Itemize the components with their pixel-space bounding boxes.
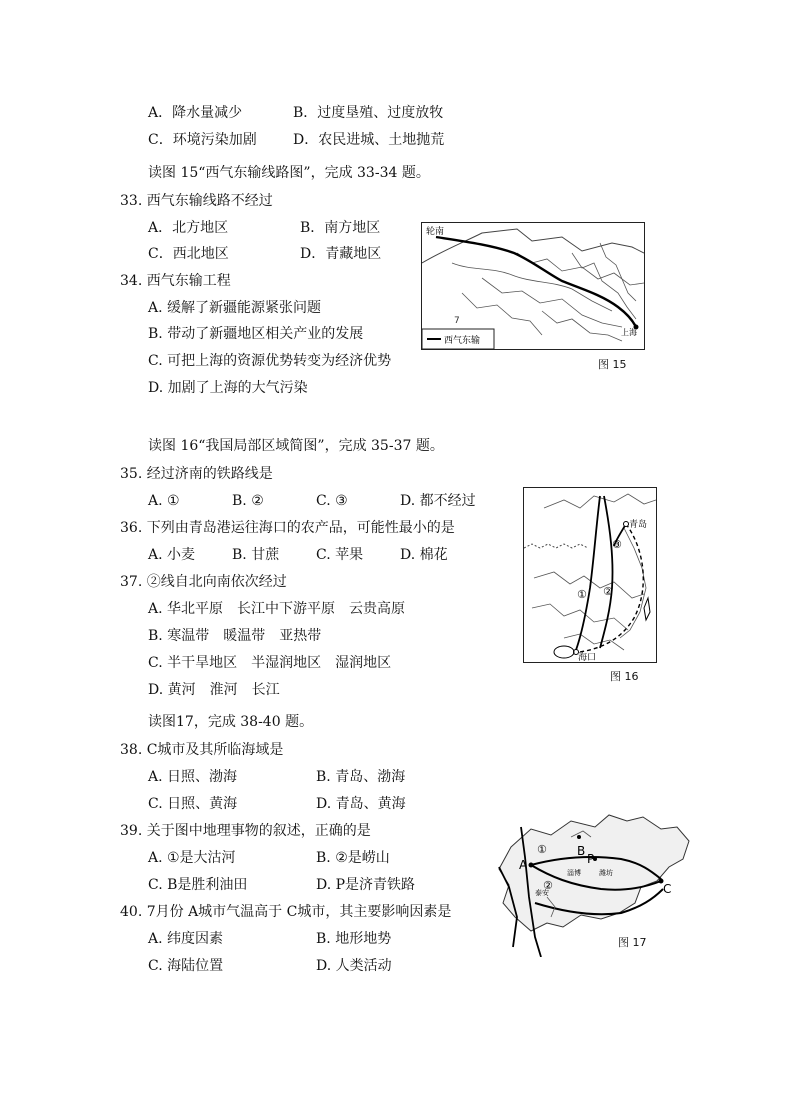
- marker-2: ②: [543, 879, 553, 892]
- q34-option-a: A. 缓解了新疆能源紧张问题: [148, 300, 322, 316]
- marker-line-1: ①: [577, 588, 587, 601]
- label-qingdao: 青岛: [629, 520, 648, 530]
- q33-stem: 33. 西气东输线路不经过: [120, 193, 273, 209]
- q36-option-d: D. 棉花: [400, 547, 448, 563]
- q39-option-b: B. ②是崂山: [316, 850, 390, 866]
- q38-option-c: C. 日照、黄海: [148, 796, 238, 812]
- q32-option-d: D．农民进城、土地抛荒: [293, 132, 445, 148]
- label-zibo: 淄博: [567, 869, 581, 877]
- label-lunnan: 轮南: [426, 227, 445, 237]
- label-shanghai: 上海: [621, 328, 637, 337]
- q36-stem: 36. 下列由青岛港运往海口的农产品，可能性最小的是: [120, 520, 455, 536]
- figure-16-caption: 图 16: [610, 670, 639, 683]
- figure-17-map: [490, 806, 692, 958]
- q37-option-c: C. 半干旱地区 半湿润地区 湿润地区: [148, 655, 392, 671]
- q32-option-b: B．过度垦殖、过度放牧: [293, 105, 444, 121]
- intro-fig15: 读图 15“西气东输线路图”，完成 33-34 题。: [148, 165, 430, 181]
- figure-16-map: [523, 487, 657, 663]
- label-city-A: A: [519, 858, 528, 872]
- q34-option-c: C. 可把上海的资源优势转变为经济优势: [148, 353, 392, 369]
- q34-option-d: D. 加剧了上海的大气污染: [148, 380, 308, 396]
- q36-option-c: C. 苹果: [316, 547, 364, 563]
- q38-option-d: D. 青岛、黄海: [316, 796, 406, 812]
- intro-fig16: 读图 16“我国局部区域简图”，完成 35-37 题。: [148, 438, 444, 454]
- q39-stem: 39. 关于图中地理事物的叙述，正确的是: [120, 823, 371, 839]
- q40-option-a: A. 纬度因素: [148, 931, 224, 947]
- marker-line-2: ②: [603, 585, 613, 598]
- figure-15-caption: 图 15: [598, 358, 627, 371]
- label-point-B: B: [577, 844, 586, 858]
- regional-china-map: [524, 488, 656, 662]
- label-point-P: P: [587, 852, 595, 866]
- q34-stem: 34. 西气东输工程: [120, 273, 231, 289]
- q37-stem: 37. ②线自北向南依次经过: [120, 574, 287, 590]
- q40-option-d: D. 人类活动: [316, 958, 392, 974]
- label-haikou: 海口: [578, 653, 597, 662]
- q35-option-c: C. ③: [316, 493, 348, 509]
- marker-1: ①: [537, 843, 547, 856]
- q33-option-c: C．西北地区: [148, 246, 229, 262]
- q37-option-a: A. 华北平原 长江中下游平原 云贵高原: [148, 601, 406, 617]
- label-taian: 泰安: [535, 889, 549, 897]
- figure-15-map: [421, 222, 645, 350]
- q40-stem: 40. 7月份 A城市气温高于 C城市，其主要影响因素是: [120, 904, 452, 920]
- q36-option-b: B. 甘蔗: [232, 547, 280, 563]
- q35-option-d: D. 都不经过: [400, 493, 476, 509]
- intro-fig17: 读图17，完成 38-40 题。: [148, 714, 314, 730]
- q39-option-d: D. P是济青铁路: [316, 877, 416, 893]
- legend-west-east-gas: 西气东输: [444, 336, 481, 346]
- q36-option-a: A. 小麦: [148, 547, 196, 563]
- svg-text:7: 7: [454, 316, 460, 326]
- marker-line-3: ③: [612, 538, 622, 551]
- shandong-map: [491, 807, 691, 957]
- q34-option-b: B. 带动了新疆地区相关产业的发展: [148, 326, 364, 342]
- q38-stem: 38. C城市及其所临海域是: [120, 742, 284, 758]
- q38-option-a: A. 日照、渤海: [148, 769, 238, 785]
- label-city-C: C: [663, 882, 672, 896]
- q37-option-b: B. 寒温带 暖温带 亚热带: [148, 628, 322, 644]
- q39-option-c: C. B是胜利油田: [148, 877, 248, 893]
- figure-17-caption: 图 17: [618, 936, 647, 949]
- q38-option-b: B. 青岛、渤海: [316, 769, 406, 785]
- q35-option-a: A. ①: [148, 493, 180, 509]
- q32-option-c: C．环境污染加剧: [148, 132, 257, 148]
- q32-option-a: A．降水量减少: [148, 105, 243, 121]
- q33-option-b: B．南方地区: [300, 220, 381, 236]
- west-east-gas-map: [422, 223, 644, 349]
- q33-option-d: D．青藏地区: [300, 246, 382, 262]
- q35-option-b: B. ②: [232, 493, 264, 509]
- label-weifang: 潍坊: [599, 869, 613, 877]
- q33-option-a: A．北方地区: [148, 220, 229, 236]
- q40-option-b: B. 地形地势: [316, 931, 392, 947]
- q40-option-c: C. 海陆位置: [148, 958, 224, 974]
- q39-option-a: A. ①是大沽河: [148, 850, 236, 866]
- q37-option-d: D. 黄河 淮河 长江: [148, 682, 280, 698]
- q35-stem: 35. 经过济南的铁路线是: [120, 466, 273, 482]
